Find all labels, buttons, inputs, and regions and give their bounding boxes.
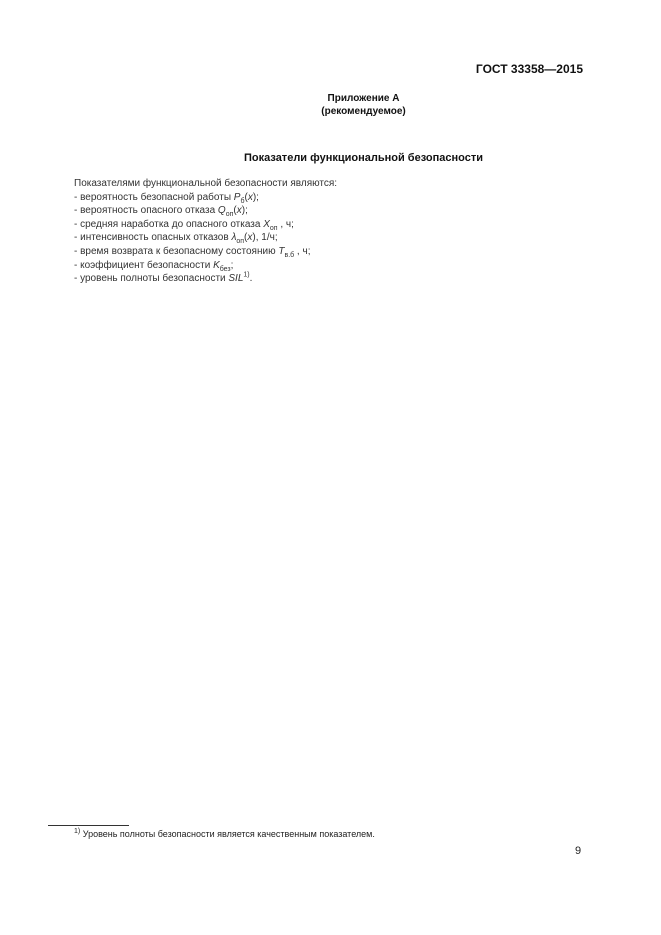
footnote-text: Уровень полноты безопасности является качественным показателем. [82,829,375,839]
item-suffix: . [249,273,253,285]
item-variable: λ [231,232,237,244]
footnote-divider [48,825,129,826]
item-text: - средняя наработка до опасного отказа [74,218,264,230]
item-text: - интенсивность опасных отказов [74,232,232,244]
list-item [74,204,337,218]
list-item [74,218,337,232]
item-subscript: в.б [284,251,295,259]
list-item [74,259,337,273]
item-suffix: ; [230,259,234,271]
item-subscript: оп [269,224,278,232]
footnote-reference[interactable]: 1) [243,271,250,279]
item-variable: X [263,218,270,230]
item-text: - вероятность опасного отказа [74,205,218,217]
item-variable: SIL [228,273,244,285]
item-subscript: б [240,197,245,205]
item-variable: T [278,245,285,257]
item-suffix: (x); [233,205,248,217]
item-text: - вероятность безопасной работы [74,191,234,203]
document-number: ГОСТ 33358—2015 [475,62,583,76]
item-suffix: (x), 1/ч; [244,232,278,244]
item-suffix: , ч; [277,218,294,230]
page-number: 9 [575,845,582,857]
item-text: - время возврата к безопасному состоянию [74,245,279,257]
body-text [74,177,337,286]
item-text: - уровень полноты безопасности [74,273,229,285]
item-variable: P [233,191,241,203]
appendix-title-block [0,92,661,118]
footnote-marker: 1) [74,828,81,835]
item-subscript: без [219,265,231,273]
intro-paragraph: Показателями функциональной безопасности являются: [74,178,338,189]
item-text: - коэффициент безопасности [74,259,214,271]
item-suffix: (x); [244,191,259,203]
item-subscript: оп [236,238,245,246]
item-variable: Q [217,205,226,217]
footnote [74,829,375,839]
item-subscript: оп [225,211,234,219]
list-item [74,245,337,259]
argument-variable: x [247,232,253,244]
appendix-title: Приложение А [327,93,400,104]
argument-variable: x [236,205,242,217]
appendix-subtitle: (рекомендуемое) [321,106,406,117]
section-heading: Показатели функциональной безопасности [243,152,483,164]
argument-variable: x [247,191,253,203]
item-variable: K [213,259,220,271]
list-item [74,272,337,286]
list-item [74,231,337,245]
list-item [74,191,337,205]
item-suffix: , ч; [294,245,311,257]
